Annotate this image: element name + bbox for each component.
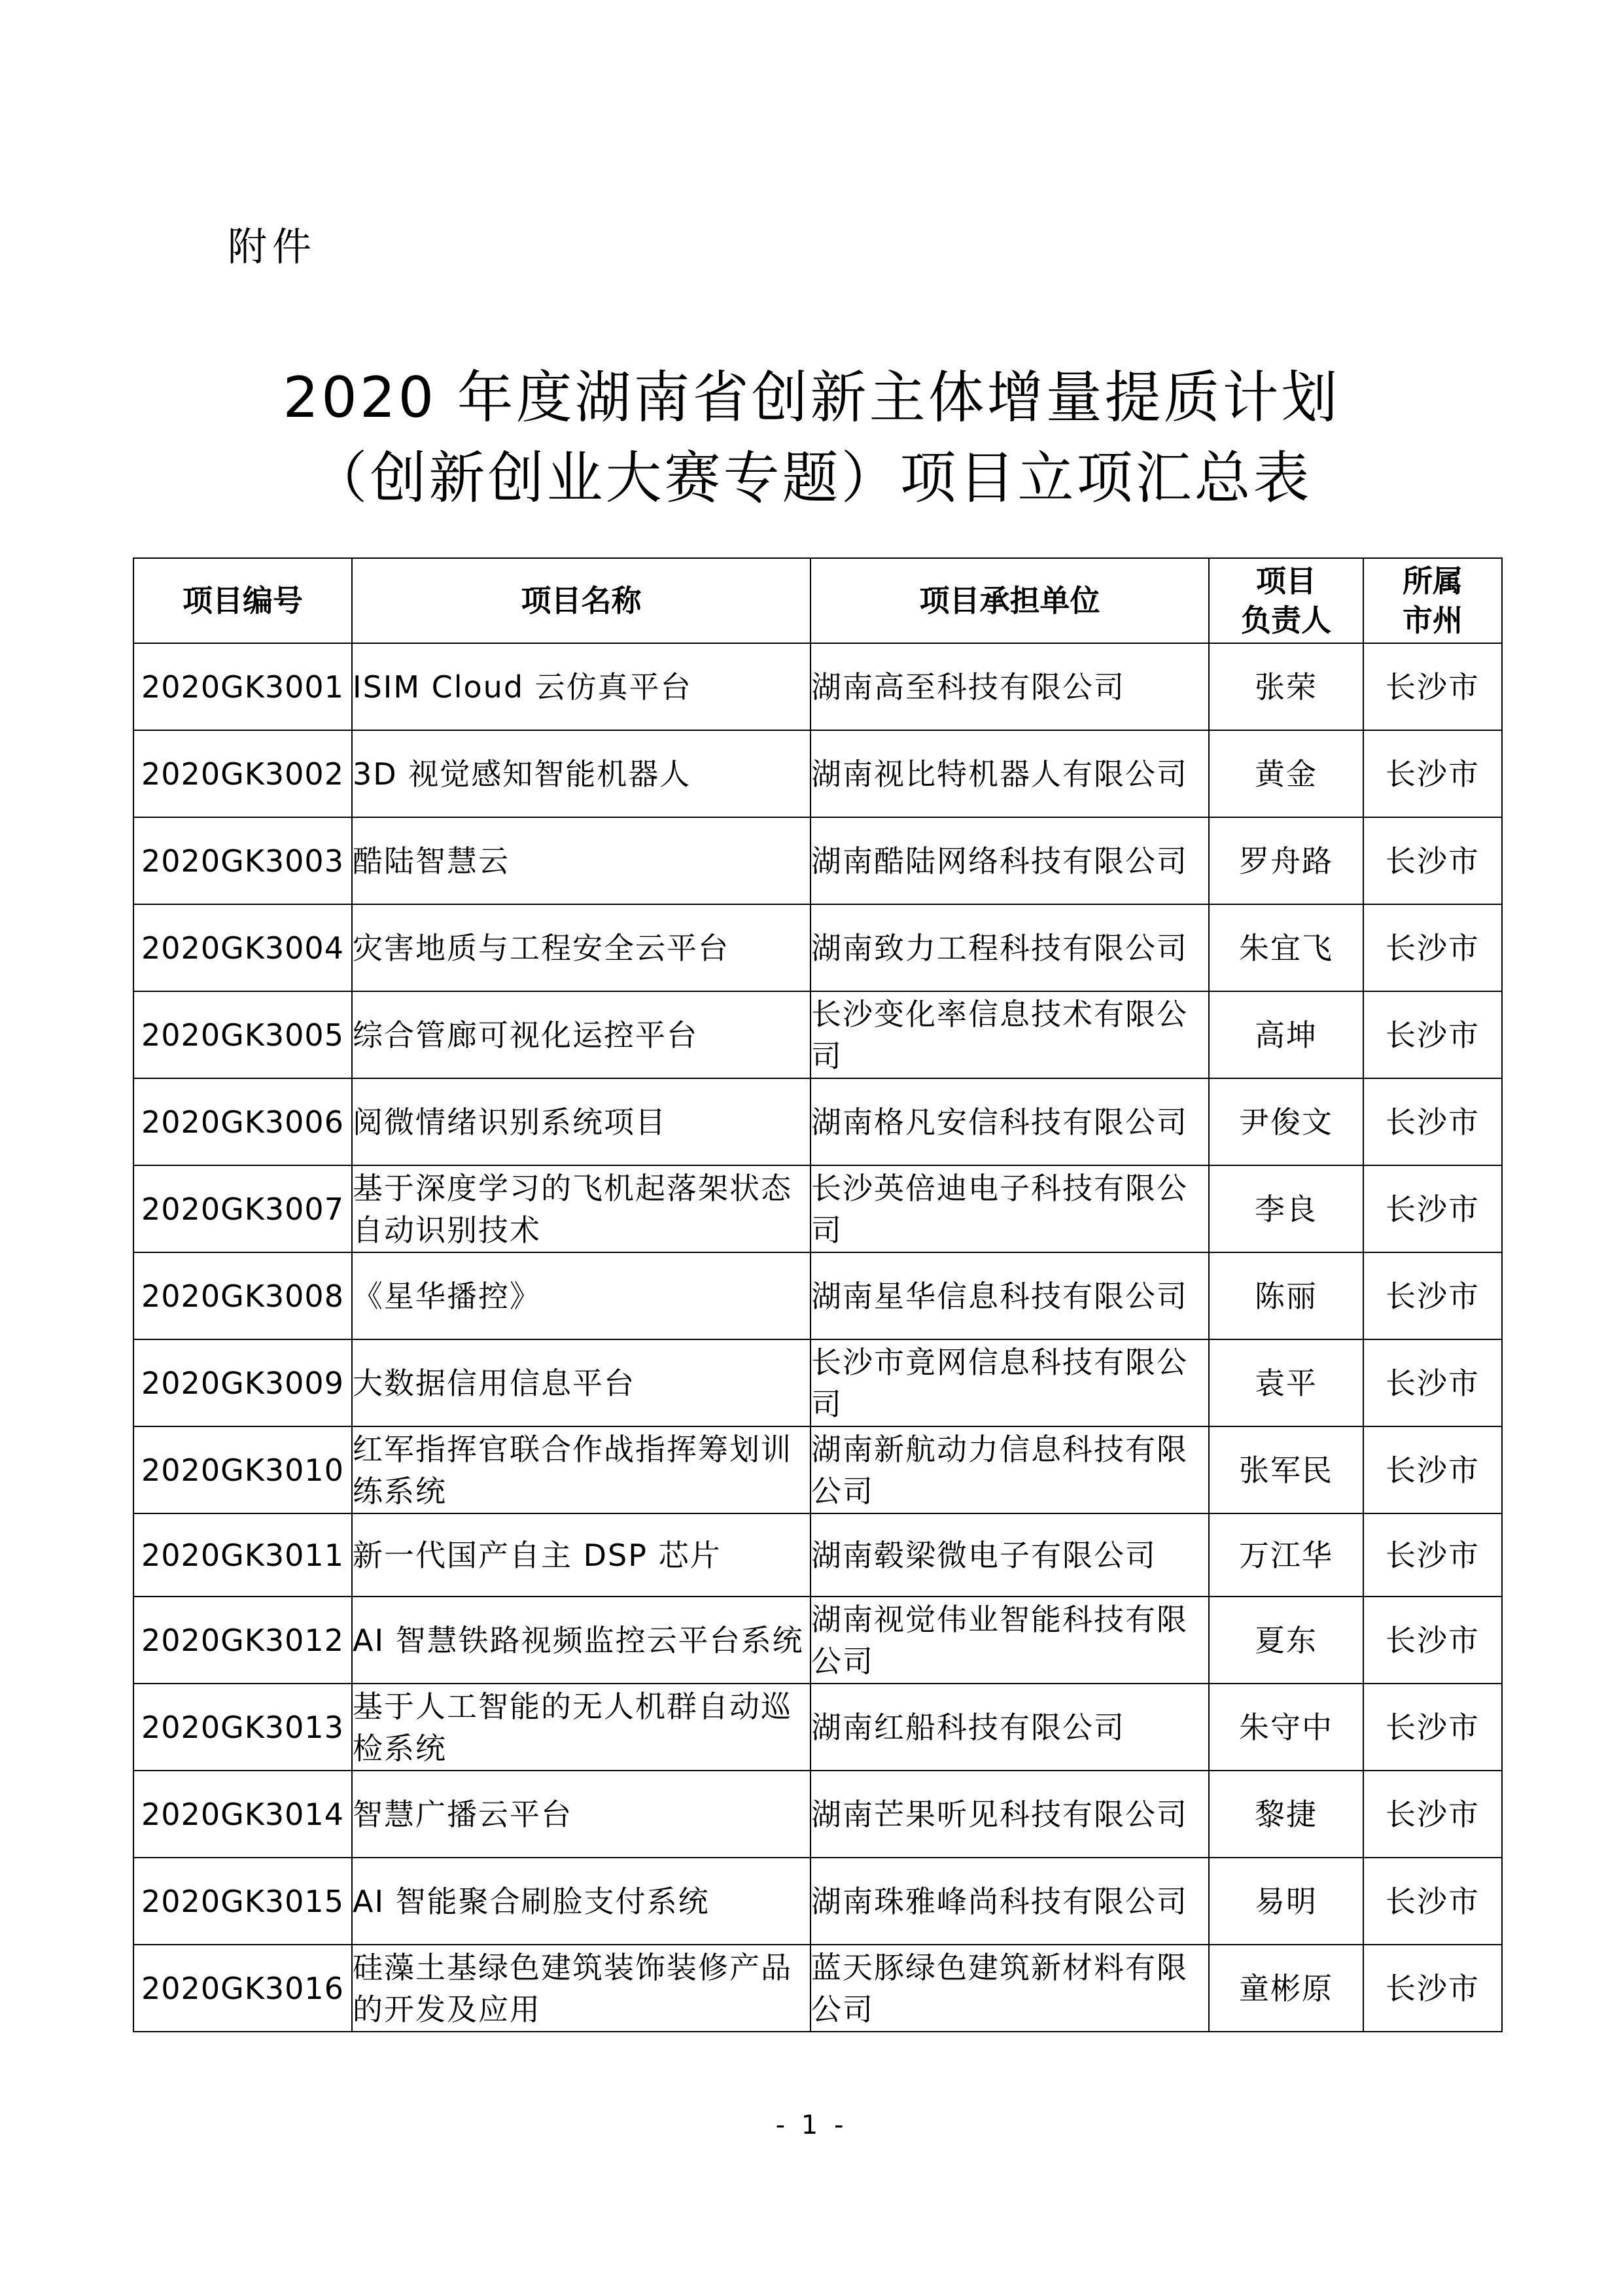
cell-project-leader: 易明 bbox=[1209, 1858, 1363, 1945]
cell-city: 长沙市 bbox=[1363, 1078, 1502, 1165]
cell-project-unit: 湖南新航动力信息科技有限公司 bbox=[811, 1426, 1209, 1513]
table-row bbox=[133, 1426, 1502, 1513]
cell-project-name: 《星华播控》 bbox=[352, 1252, 811, 1339]
cell-city: 长沙市 bbox=[1363, 1513, 1502, 1597]
cell-city: 长沙市 bbox=[1363, 1597, 1502, 1684]
cell-project-name: AI 智能聚合刷脸支付系统 bbox=[352, 1858, 811, 1945]
cell-project-code: 2020GK3005 bbox=[133, 991, 352, 1078]
cell-city: 长沙市 bbox=[1363, 991, 1502, 1078]
cell-project-code: 2020GK3013 bbox=[133, 1684, 352, 1771]
cell-project-leader: 万江华 bbox=[1209, 1513, 1363, 1597]
cell-project-code: 2020GK3011 bbox=[133, 1513, 352, 1597]
cell-project-leader: 尹俊文 bbox=[1209, 1078, 1363, 1165]
cell-project-code: 2020GK3003 bbox=[133, 817, 352, 904]
cell-project-code: 2020GK3002 bbox=[133, 730, 352, 817]
cell-project-unit: 湖南视觉伟业智能科技有限公司 bbox=[811, 1597, 1209, 1684]
cell-project-leader: 夏东 bbox=[1209, 1597, 1363, 1684]
table-row bbox=[133, 1597, 1502, 1684]
cell-project-unit: 湖南高至科技有限公司 bbox=[811, 643, 1209, 730]
table-row bbox=[133, 730, 1502, 817]
header-project-unit: 项目承担单位 bbox=[811, 558, 1209, 643]
table-row bbox=[133, 1078, 1502, 1165]
table-row bbox=[133, 904, 1502, 991]
document-title-line-2: （创新创业大赛专题）项目立项汇总表 bbox=[311, 446, 1312, 511]
table-row bbox=[133, 1858, 1502, 1945]
cell-city: 长沙市 bbox=[1363, 643, 1502, 730]
cell-project-code: 2020GK3006 bbox=[133, 1078, 352, 1165]
cell-city: 长沙市 bbox=[1363, 817, 1502, 904]
cell-city: 长沙市 bbox=[1363, 1858, 1502, 1945]
cell-city: 长沙市 bbox=[1363, 1339, 1502, 1426]
page-number: - 1 - bbox=[775, 2110, 848, 2140]
cell-project-leader: 李良 bbox=[1209, 1165, 1363, 1252]
header-project-leader: 项目 负责人 bbox=[1209, 558, 1363, 643]
cell-project-unit: 长沙变化率信息技术有限公司 bbox=[811, 991, 1209, 1078]
cell-project-code: 2020GK3016 bbox=[133, 1945, 352, 2032]
cell-project-unit: 湖南酷陆网络科技有限公司 bbox=[811, 817, 1209, 904]
attachment-label: 附件 bbox=[228, 224, 317, 270]
cell-project-code: 2020GK3014 bbox=[133, 1771, 352, 1858]
cell-city: 长沙市 bbox=[1363, 1684, 1502, 1771]
cell-project-unit: 湖南格凡安信科技有限公司 bbox=[811, 1078, 1209, 1165]
table-row bbox=[133, 1339, 1502, 1426]
cell-project-code: 2020GK3007 bbox=[133, 1165, 352, 1252]
cell-city: 长沙市 bbox=[1363, 1426, 1502, 1513]
document-title-line-1: 2020 年度湖南省创新主体增量提质计划 bbox=[283, 365, 1340, 431]
cell-project-unit: 长沙英倍迪电子科技有限公司 bbox=[811, 1165, 1209, 1252]
cell-project-leader: 童彬原 bbox=[1209, 1945, 1363, 2032]
cell-project-code: 2020GK3001 bbox=[133, 643, 352, 730]
cell-project-leader: 黎捷 bbox=[1209, 1771, 1363, 1858]
cell-project-code: 2020GK3012 bbox=[133, 1597, 352, 1684]
cell-project-name: 硅藻土基绿色建筑装饰装修产品的开发及应用 bbox=[352, 1945, 811, 2032]
table-header-row bbox=[133, 558, 1502, 643]
cell-city: 长沙市 bbox=[1363, 1771, 1502, 1858]
cell-project-name: 综合管廊可视化运控平台 bbox=[352, 991, 811, 1078]
cell-project-name: 新一代国产自主 DSP 芯片 bbox=[352, 1513, 811, 1597]
table-row bbox=[133, 1945, 1502, 2032]
cell-project-leader: 罗舟路 bbox=[1209, 817, 1363, 904]
cell-project-name: 3D 视觉感知智能机器人 bbox=[352, 730, 811, 817]
cell-project-name: AI 智慧铁路视频监控云平台系统 bbox=[352, 1597, 811, 1684]
cell-project-name: 大数据信用信息平台 bbox=[352, 1339, 811, 1426]
cell-project-name: 智慧广播云平台 bbox=[352, 1771, 811, 1858]
cell-project-code: 2020GK3015 bbox=[133, 1858, 352, 1945]
cell-project-name: 基于人工智能的无人机群自动巡检系统 bbox=[352, 1684, 811, 1771]
cell-project-leader: 朱守中 bbox=[1209, 1684, 1363, 1771]
cell-project-unit: 湖南珠雅峰尚科技有限公司 bbox=[811, 1858, 1209, 1945]
cell-project-leader: 陈丽 bbox=[1209, 1252, 1363, 1339]
cell-project-unit: 湖南视比特机器人有限公司 bbox=[811, 730, 1209, 817]
cell-project-unit: 长沙市竟网信息科技有限公司 bbox=[811, 1339, 1209, 1426]
cell-project-unit: 湖南致力工程科技有限公司 bbox=[811, 904, 1209, 991]
table-row bbox=[133, 643, 1502, 730]
cell-project-leader: 黄金 bbox=[1209, 730, 1363, 817]
header-project-name: 项目名称 bbox=[352, 558, 811, 643]
table-row bbox=[133, 991, 1502, 1078]
table-row bbox=[133, 1252, 1502, 1339]
cell-project-name: 阅微情绪识别系统项目 bbox=[352, 1078, 811, 1165]
cell-project-unit: 蓝天豚绿色建筑新材料有限公司 bbox=[811, 1945, 1209, 2032]
cell-project-code: 2020GK3009 bbox=[133, 1339, 352, 1426]
cell-project-code: 2020GK3008 bbox=[133, 1252, 352, 1339]
cell-city: 长沙市 bbox=[1363, 730, 1502, 817]
cell-project-unit: 湖南红船科技有限公司 bbox=[811, 1684, 1209, 1771]
table-body bbox=[133, 643, 1502, 2032]
cell-project-leader: 张荣 bbox=[1209, 643, 1363, 730]
cell-city: 长沙市 bbox=[1363, 904, 1502, 991]
table-row bbox=[133, 1513, 1502, 1597]
cell-project-code: 2020GK3010 bbox=[133, 1426, 352, 1513]
table-row bbox=[133, 1684, 1502, 1771]
cell-project-name: ISIM Cloud 云仿真平台 bbox=[352, 643, 811, 730]
cell-project-leader: 张军民 bbox=[1209, 1426, 1363, 1513]
cell-city: 长沙市 bbox=[1363, 1252, 1502, 1339]
cell-project-name: 红军指挥官联合作战指挥筹划训练系统 bbox=[352, 1426, 811, 1513]
cell-project-name: 基于深度学习的飞机起落架状态自动识别技术 bbox=[352, 1165, 811, 1252]
cell-project-unit: 湖南芒果听见科技有限公司 bbox=[811, 1771, 1209, 1858]
table-row bbox=[133, 1165, 1502, 1252]
header-project-code: 项目编号 bbox=[133, 558, 352, 643]
table-row bbox=[133, 1771, 1502, 1858]
cell-city: 长沙市 bbox=[1363, 1945, 1502, 2032]
cell-project-leader: 袁平 bbox=[1209, 1339, 1363, 1426]
cell-project-leader: 朱宜飞 bbox=[1209, 904, 1363, 991]
cell-project-name: 灾害地质与工程安全云平台 bbox=[352, 904, 811, 991]
cell-project-code: 2020GK3004 bbox=[133, 904, 352, 991]
cell-city: 长沙市 bbox=[1363, 1165, 1502, 1252]
cell-project-name: 酷陆智慧云 bbox=[352, 817, 811, 904]
cell-project-unit: 湖南毂梁微电子有限公司 bbox=[811, 1513, 1209, 1597]
cell-project-unit: 湖南星华信息科技有限公司 bbox=[811, 1252, 1209, 1339]
header-city: 所属 市州 bbox=[1363, 558, 1502, 643]
project-summary-table bbox=[133, 557, 1503, 2032]
table-row bbox=[133, 817, 1502, 904]
cell-project-leader: 高坤 bbox=[1209, 991, 1363, 1078]
